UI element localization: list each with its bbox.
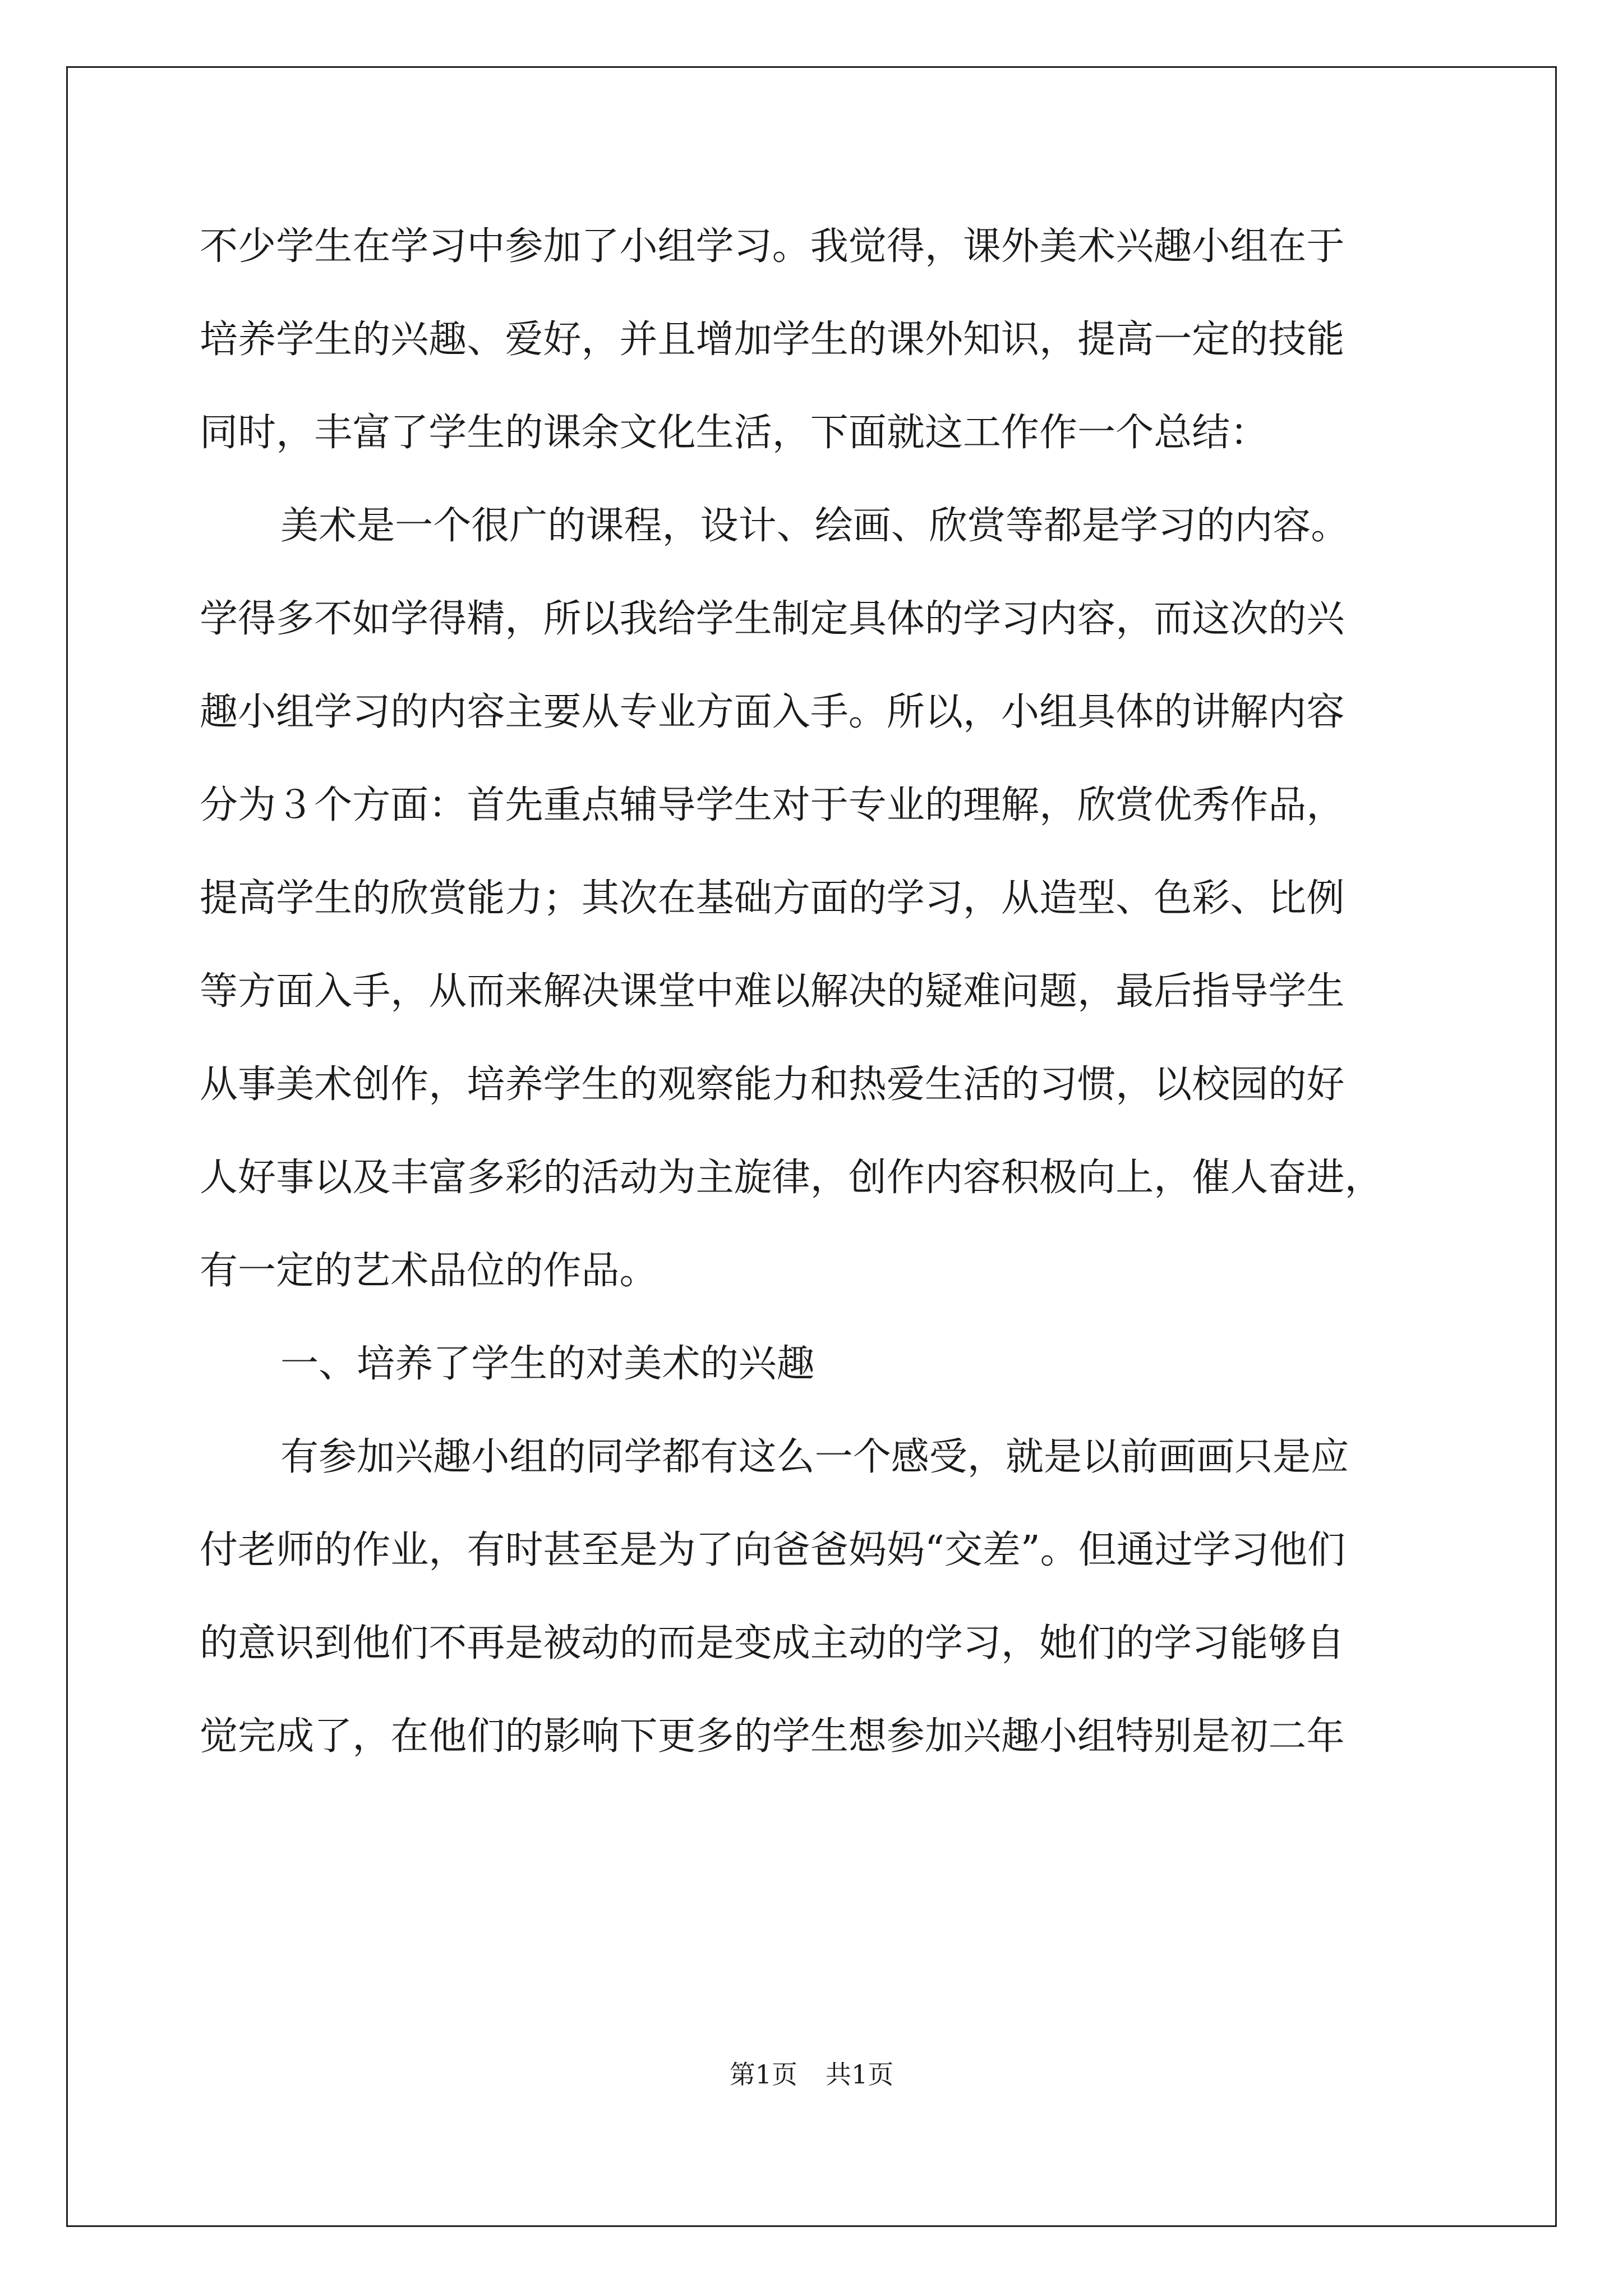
text-line: 觉完成了，在他们的影响下更多的学生想参加兴趣小组特别是初二年: [200, 1714, 1345, 1759]
text-line: 同时，丰富了学生的课余文化生活，下面就这工作作一个总结：: [200, 411, 1269, 455]
text-line: 不少学生在学习中参加了小组学习。我觉得，课外美术兴趣小组在于: [200, 224, 1345, 269]
text-line: 分为３个方面：首先重点辅导学生对于专业的理解，欣赏优秀作品，: [200, 783, 1345, 827]
paragraph-first-line: 美术是一个很广的课程，设计、绘画、欣赏等都是学习的内容。: [280, 504, 1349, 548]
text-line: 等方面入手，从而来解决课堂中难以解决的疑难问题，最后指导学生: [200, 969, 1345, 1014]
section-heading: 一、培养了学生的对美术的兴趣: [280, 1342, 815, 1386]
page-border: [66, 66, 1557, 2227]
page-footer: [0, 2058, 1623, 2091]
text-line: 从事美术创作，培养学生的观察能力和热爱生活的习惯，以校园的好: [200, 1062, 1345, 1107]
text-line: 提高学生的欣赏能力；其次在基础方面的学习，从造型、色彩、比例: [200, 876, 1345, 921]
page-number: 第1页: [729, 2059, 797, 2090]
text-line: 付老师的作业，有时甚至是为了向爸爸妈妈“交差”。但通过学习他们: [200, 1528, 1346, 1572]
text-line: 趣小组学习的内容主要从专业方面入手。所以，小组具体的讲解内容: [200, 690, 1345, 734]
text-line: 人好事以及丰富多彩的活动为主旋律，创作内容积极向上，催人奋进，: [200, 1156, 1383, 1200]
page-total: 共1页: [826, 2059, 894, 2090]
text-line: 学得多不如学得精，所以我给学生制定具体的学习内容，而这次的兴: [200, 597, 1345, 641]
text-line: 培养学生的兴趣、爱好，并且增加学生的课外知识，提高一定的技能: [200, 318, 1345, 362]
paragraph-first-line: 有参加兴趣小组的同学都有这么一个感受，就是以前画画只是应: [280, 1435, 1349, 1479]
text-line: 有一定的艺术品位的作品。: [200, 1249, 658, 1293]
text-line: 的意识到他们不再是被动的而是变成主动的学习，她们的学习能够自: [200, 1621, 1345, 1665]
